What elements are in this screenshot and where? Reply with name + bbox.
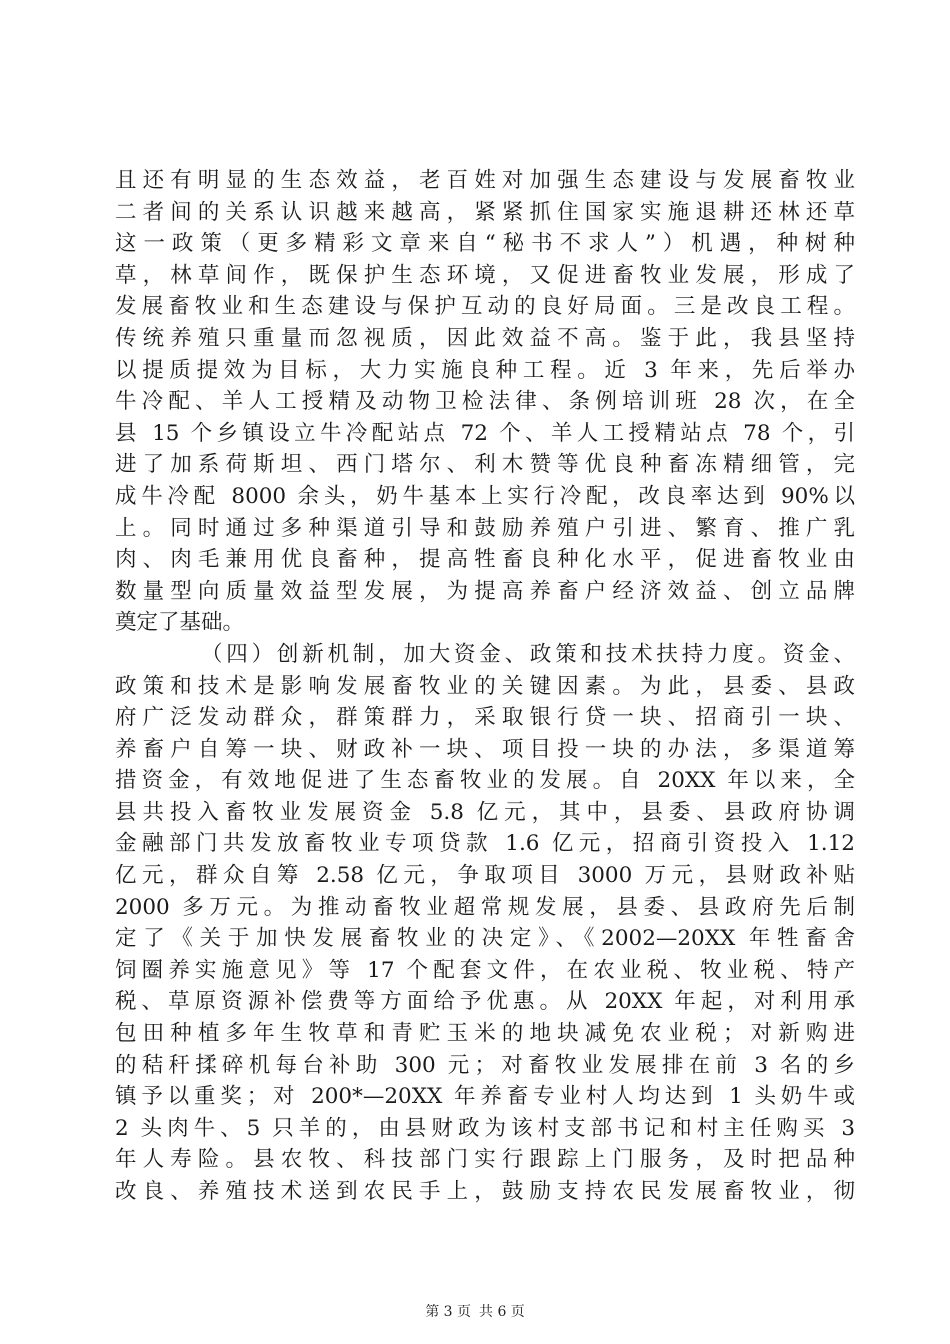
text-line: 金融部门共发放畜牧业专项贷款 1.6 亿元，招商引资投入 1.12 <box>115 831 855 857</box>
paragraph-end-line: 奠定了基础。 <box>115 610 245 636</box>
text-line: 2 头肉牛、5 只羊的，由县财政为该村支部书记和村主任购买 3 <box>115 1115 855 1141</box>
document-body <box>115 165 855 1208</box>
text-line: 政策和技术是影响发展畜牧业的关键因素。为此，县委、县政 <box>115 673 855 699</box>
text-line: 定了《关于加快发展畜牧业的决定》、《2002—20XX 年牲畜舍 <box>115 926 855 952</box>
text-line: 饲圈养实施意见》等 17 个配套文件，在农业税、牧业税、特产 <box>115 957 855 983</box>
text-line: 税、草原资源补偿费等方面给予优惠。从 20XX 年起，对利用承 <box>115 989 855 1015</box>
text-line: 传统养殖只重量而忽视质，因此效益不高。鉴于此，我县坚持 <box>115 325 855 351</box>
text-line: 2000 多万元。为推动畜牧业超常规发展，县委、县政府先后制 <box>115 894 855 920</box>
text-line: 措资金，有效地促进了生态畜牧业的发展。自 20XX 年以来，全 <box>115 768 855 794</box>
text-line: 年人寿险。县农牧、科技部门实行跟踪上门服务，及时把品种 <box>115 1147 855 1173</box>
text-line: 包田种植多年生牧草和青贮玉米的地块减免农业税；对新购进 <box>115 1021 855 1047</box>
page-footer <box>0 1301 950 1321</box>
text-line: 草，林草间作，既保护生态环境，又促进畜牧业发展，形成了 <box>115 262 855 288</box>
text-line: 上。同时通过多种渠道引导和鼓励养殖户引进、繁育、推广乳 <box>115 515 855 541</box>
text-line: 改良、养殖技术送到农民手上，鼓励支持农民发展畜牧业，彻 <box>115 1179 855 1204</box>
text-line: 二者间的关系认识越来越高，紧紧抓住国家实施退耕还林还草 <box>115 199 855 225</box>
text-line: 成牛冷配 8000 余头，奶牛基本上实行冷配，改良率达到 90%以 <box>115 483 855 509</box>
text-line: 数量型向质量效益型发展，为提高养畜户经济效益、创立品牌 <box>115 578 855 604</box>
text-line: 进了加系荷斯坦、西门塔尔、利木赞等优良种畜冻精细管，完 <box>115 452 855 478</box>
text-line: 以提质提效为目标，大力实施良种工程。近 3 年来，先后举办 <box>115 357 855 383</box>
section-heading-line: （四）创新机制，加大资金、政策和技术扶持力度。资金、 <box>201 641 855 667</box>
text-line: 牛冷配、羊人工授精及动物卫检法律、条例培训班 28 次，在全 <box>115 389 855 415</box>
text-line: 县 15 个乡镇设立牛冷配站点 72 个、羊人工授精站点 78 个，引 <box>115 420 855 446</box>
text-line: 且还有明显的生态效益，老百姓对加强生态建设与发展畜牧业 <box>115 168 855 193</box>
text-line: 养畜户自筹一块、财政补一块、项目投一块的办法，多渠道筹 <box>115 736 855 762</box>
text-line: 府广泛发动群众，群策群力，采取银行贷一块、招商引一块、 <box>115 705 855 731</box>
page-total: 共 6 页 <box>479 1304 525 1320</box>
text-line: 县共投入畜牧业发展资金 5.8 亿元，其中，县委、县政府协调 <box>115 799 855 825</box>
text-line: 肉、肉毛兼用优良畜种，提高牲畜良种化水平，促进畜牧业由 <box>115 547 855 573</box>
page-number: 第 3 页 <box>425 1304 471 1320</box>
text-line: 亿元，群众自筹 2.58 亿元，争取项目 3000 万元，县财政补贴 <box>115 863 855 889</box>
text-line: 的秸秆揉碎机每台补助 300 元；对畜牧业发展排在前 3 名的乡 <box>115 1052 855 1078</box>
text-line: 发展畜牧业和生态建设与保护互动的良好局面。三是改良工程。 <box>115 294 855 320</box>
text-line: 这一政策（更多精彩文章来自“秘书不求人”）机遇，种树种 <box>115 231 855 257</box>
text-line: 镇予以重奖；对 200*—20XX 年养畜专业村人均达到 1 头奶牛或 <box>115 1084 855 1110</box>
